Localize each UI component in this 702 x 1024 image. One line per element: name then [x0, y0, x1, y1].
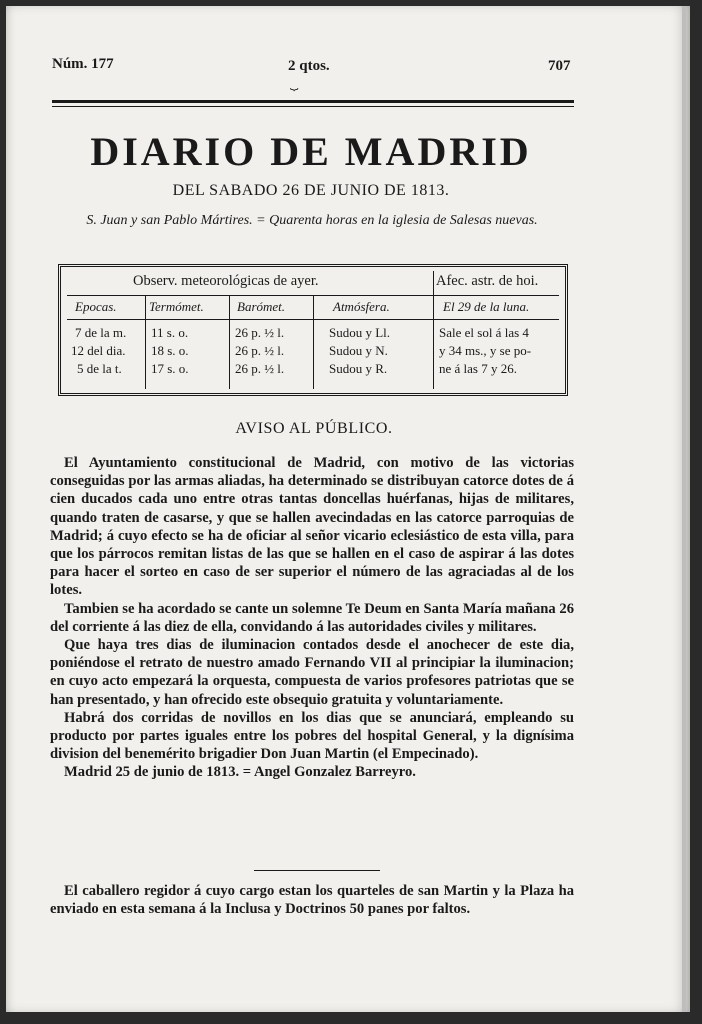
- row3-termo: 17 s. o.: [151, 361, 189, 376]
- saints-of-day: S. Juan y san Pablo Mártires. = Quarenta horas en la iglesia de Salesas nuevas.: [86, 213, 538, 228]
- col-termometro: Termómet.: [149, 299, 204, 314]
- notice-paragraph: Que haya tres dias de iluminacion contados desde el anochecer de este dia, poniéndose el retrato de nuestro amado Fernando VII al principiar la iluminacion; en cuyo acto empezará la orquesta, compuesta de varios profesores patriotas que se han presentado, y han ofrecido este obsequio gratuita y voluntariamente.: [50, 637, 574, 708]
- weather-astro-title: Afec. astr. de hoi.: [436, 273, 539, 289]
- column-divider: [433, 271, 434, 389]
- masthead-date: DEL SABADO 26 DE JUNIO DE 1813.: [172, 182, 450, 199]
- column-divider: [229, 295, 230, 389]
- page-edge: [682, 6, 686, 1012]
- weather-obs-title: Observ. meteorológicas de ayer.: [133, 273, 319, 289]
- header-rule-thin: [52, 106, 574, 107]
- row1-termo: 11 s. o.: [151, 325, 189, 340]
- row1-atm: Sudou y Ll.: [329, 325, 391, 340]
- notice-paragraph: El Ayuntamiento constitucional de Madrid, con motivo de las victorias conseguidas por las armas aliadas, ha determinado se distribuyan catorce dotes de á cien ducados cada uno entre otras tantas doncellas huérfanas, hijas de militares, quando traten de casarse, y que se hallen avecindadas en las catorce parroquias de Madrid; á cuyo efecto se ha de oficiar al señor vicario eclesiástico de esta villa, para que los párrocos remitan listas de las que se hallen en el caso de aspirar á las dotes para hacer el sorteo en caso de ser superior el número de las agraciadas al de los lotes.: [50, 455, 574, 599]
- row3-baro: 26 p. ½ l.: [235, 361, 285, 376]
- astro-line-1: Sale el sol á las 4: [439, 325, 529, 340]
- notice-paragraph: Tambien se ha acordado se cante un solemne Te Deum en Santa María mañana 26 del corriente á las diez de ella, convidando á las autoridades civiles y militares.: [50, 600, 574, 635]
- weather-table: [58, 264, 568, 396]
- page-number: 707: [548, 58, 571, 74]
- col-epocas: Epocas.: [75, 299, 117, 314]
- notice-signature: Madrid 25 de junio de 1813. = Angel Gonzalez Barreyro.: [64, 764, 416, 781]
- issue-price: 2 qtos.: [288, 58, 330, 74]
- footer-paragraph: El caballero regidor á cuyo cargo estan los quarteles de san Martin y la Plaza ha enviado en esta semana á la Inclusa y Doctrinos 50 panes por faltos.: [50, 883, 574, 918]
- newspaper-page: [6, 6, 690, 1012]
- row2-baro: 26 p. ½ l.: [235, 343, 285, 358]
- astro-line-3: ne á las 7 y 26.: [439, 361, 517, 376]
- masthead-title: DIARIO DE MADRID: [90, 129, 532, 174]
- col-barometro: Barómet.: [237, 299, 286, 314]
- issue-number: Núm. 177: [52, 56, 114, 72]
- column-divider: [145, 295, 146, 389]
- notice-paragraph: Habrá dos corridas de novillos en los dias que se anunciará, empleando su producto por partes iguales entre los pobres del hospital General, y la dignísima division del benemérito brigadier Don Juan Martin (el Empecinado).: [50, 709, 574, 763]
- column-divider: [313, 295, 314, 389]
- notice-body: [50, 454, 574, 782]
- row2-atm: Sudou y N.: [329, 343, 388, 358]
- row2-termo: 18 s. o.: [151, 343, 189, 358]
- row2-epoca: 12 del dia.: [71, 343, 126, 358]
- row1-epoca: 7 de la m.: [75, 325, 127, 340]
- row1-baro: 26 p. ½ l.: [235, 325, 285, 340]
- row3-epoca: 5 de la t.: [77, 361, 122, 376]
- price-brace-ornament: ⏟: [290, 76, 299, 91]
- col-atmosfera: Atmósfera.: [333, 299, 390, 314]
- row3-atm: Sudou y R.: [329, 361, 388, 376]
- astro-line-2: y 34 ms., y se po-: [439, 343, 532, 358]
- header-rule-thick: [52, 100, 574, 103]
- section-separator: [254, 870, 380, 871]
- notice-heading: AVISO AL PÚBLICO.: [235, 420, 393, 437]
- footer-notice: [50, 882, 574, 918]
- col-luna: El 29 de la luna.: [443, 299, 530, 314]
